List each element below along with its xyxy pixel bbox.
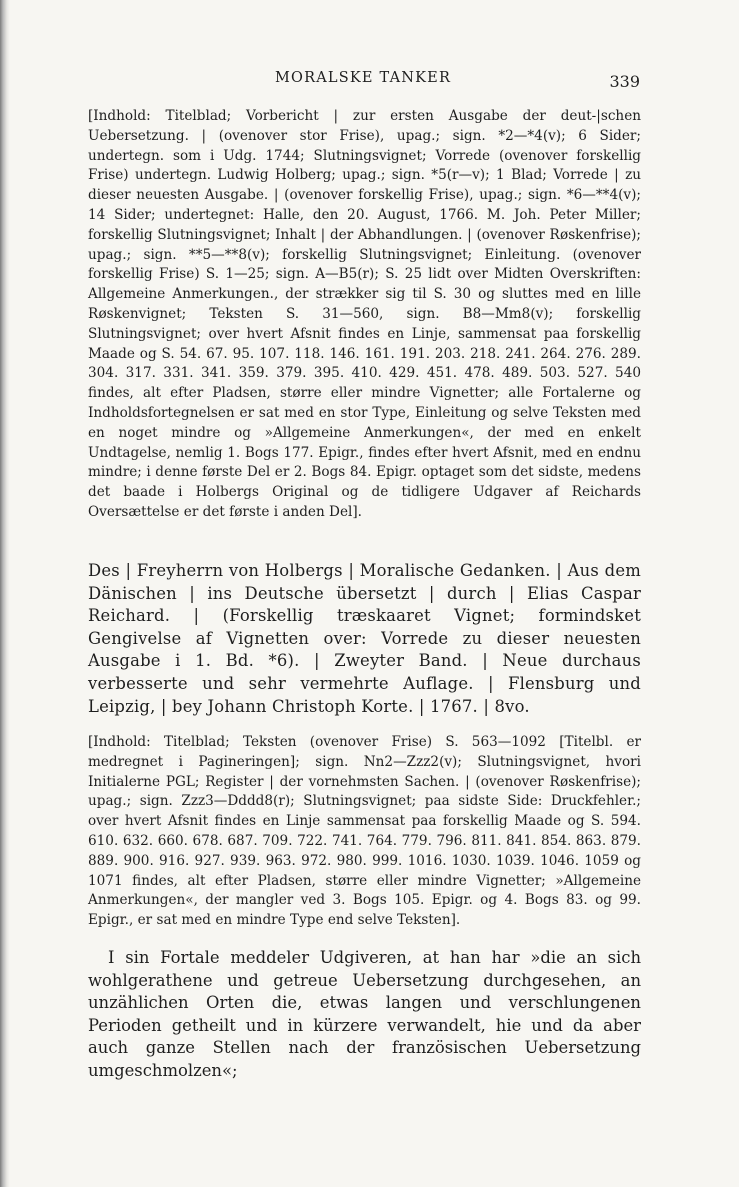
body-paragraph-text: I sin Fortale meddeler Udgiveren, at han har »die an sich wohlgerathene und getreue Uebersetzung durchgesehen, an unzählichen Orten die, etwas langen und verschlungenen Perioden getheilt und in kürzere verwandelt, hie und da aber auch ganze Stellen nach der französischen Uebersetzung umgeschmolzen«;	[88, 948, 641, 1080]
running-title: MORALSKE TANKER	[275, 70, 452, 86]
page-edge-shadow	[0, 0, 10, 1187]
contents-note-volume-2	[88, 733, 641, 931]
body-paragraph	[88, 947, 641, 1083]
page-header	[88, 70, 643, 94]
contents-note-text: [Indhold: Titelblad; Teksten (ovenover Frise) S. 563—1092 [Titelbl. er medregnet i Pagineringen]; sign. Nn2—Zzz2(v); Slutningsvignet, hvori Initialerne PGL; Register | der vornehmsten Sachen. | (ovenover Røskenfrise); upag.; sign. Zzz3—Dddd8(r); Slutningsvignet; paa sidste Side: Druckfehler.; over hvert Afsnit findes en Linje sammensat paa forskellig Maade og S. 594. 610. 632. 660. 678. 687. 709. 722. 741. 764. 779. 796. 811. 841. 854. 863. 879. 889. 900. 916. 927. 939. 963. 972. 980. 999. 1016. 1030. 1039. 1046. 1059 og 1071 findes, alt efter Pladsen, større eller mindre Vignetter; »Allgemeine Anmerkungen«, der mangler ved 3. Bogs 105. Epigr. og 4. Bogs 83. og 99. Epigr., er sat med en mindre Type end selve Teksten].	[88, 734, 641, 929]
edition-title-volume-2	[88, 560, 641, 718]
edition-title-text: Des | Freyherrn von Holbergs | Moralische Gedanken. | Aus dem Dänischen | ins Deutsche übersetzt | durch | Elias Caspar Reichard. | (Forskellig træskaaret Vignet; formindsket Gengivelse af Vignetten over: Vorrede zu dieser neuesten Ausgabe i 1. Bd. *6). | Zweyter Band. | Neue durchaus verbesserte und sehr vermehrte Auflage. | Flensburg und Leipzig, | bey Johann Christoph Korte. | 1767. | 8vo.	[88, 561, 641, 716]
page-number: 339	[609, 72, 640, 91]
contents-note-volume-1	[88, 107, 641, 523]
contents-note-text: [Indhold: Titelblad; Vorbericht | zur ersten Ausgabe der deut-|schen Uebersetzung. | (ovenover stor Frise), upag.; sign. *2—*4(v); 6 Sider; undertegn. som i Udg. 1744; Slutningsvignet; Vorrede (ovenover forskellig Frise) undertegn. Ludwig Holberg; upag.; sign. *5(r—v); 1 Blad; Vorrede | zu dieser neuesten Ausgabe. | (ovenover forskellig Frise), upag.; sign. *6—**4(v); 14 Sider; undertegnet: Halle, den 20. August, 1766. M. Joh. Peter Miller; forskellig Slutningsvignet; Inhalt | der Abhandlungen. | (ovenover Røskenfrise); upag.; sign. **5—**8(v); forskellig Slutningsvignet; Einleitung. (ovenover forskellig Frise) S. 1—25; sign. A—B5(r); S. 25 lidt over Midten Overskriften: Allgemeine Anmerkungen., der strækker sig til S. 30 og sluttes med en lille Røskenvignet; Teksten S. 31—560, sign. B8—Mm8(v); forskellig Slutningsvignet; over hvert Afsnit findes en Linje, sammensat paa forskellig Maade og S. 54. 67. 95. 107. 118. 146. 161. 191. 203. 218. 241. 264. 276. 289. 304. 317. 331. 341. 359. 379. 395. 410. 429. 451. 478. 489. 503. 527. 540 findes, alt efter Pladsen, større eller mindre Vignetter; alle Fortalerne og Indholdsfortegnelsen er sat med en stor Type, Einleitung og selve Teksten med en noget mindre og »Allgemeine Anmerkungen«, der med en enkelt Undtagelse, nemlig 1. Bogs 177. Epigr., findes efter hvert Afsnit, med en endnu mindre; i denne første Del er 2. Bogs 84. Epigr. optaget som det sidste, medens det baade i Holbergs Original og de tidligere Udgaver af Reichards Oversættelse er det første i anden Del].	[88, 108, 641, 520]
